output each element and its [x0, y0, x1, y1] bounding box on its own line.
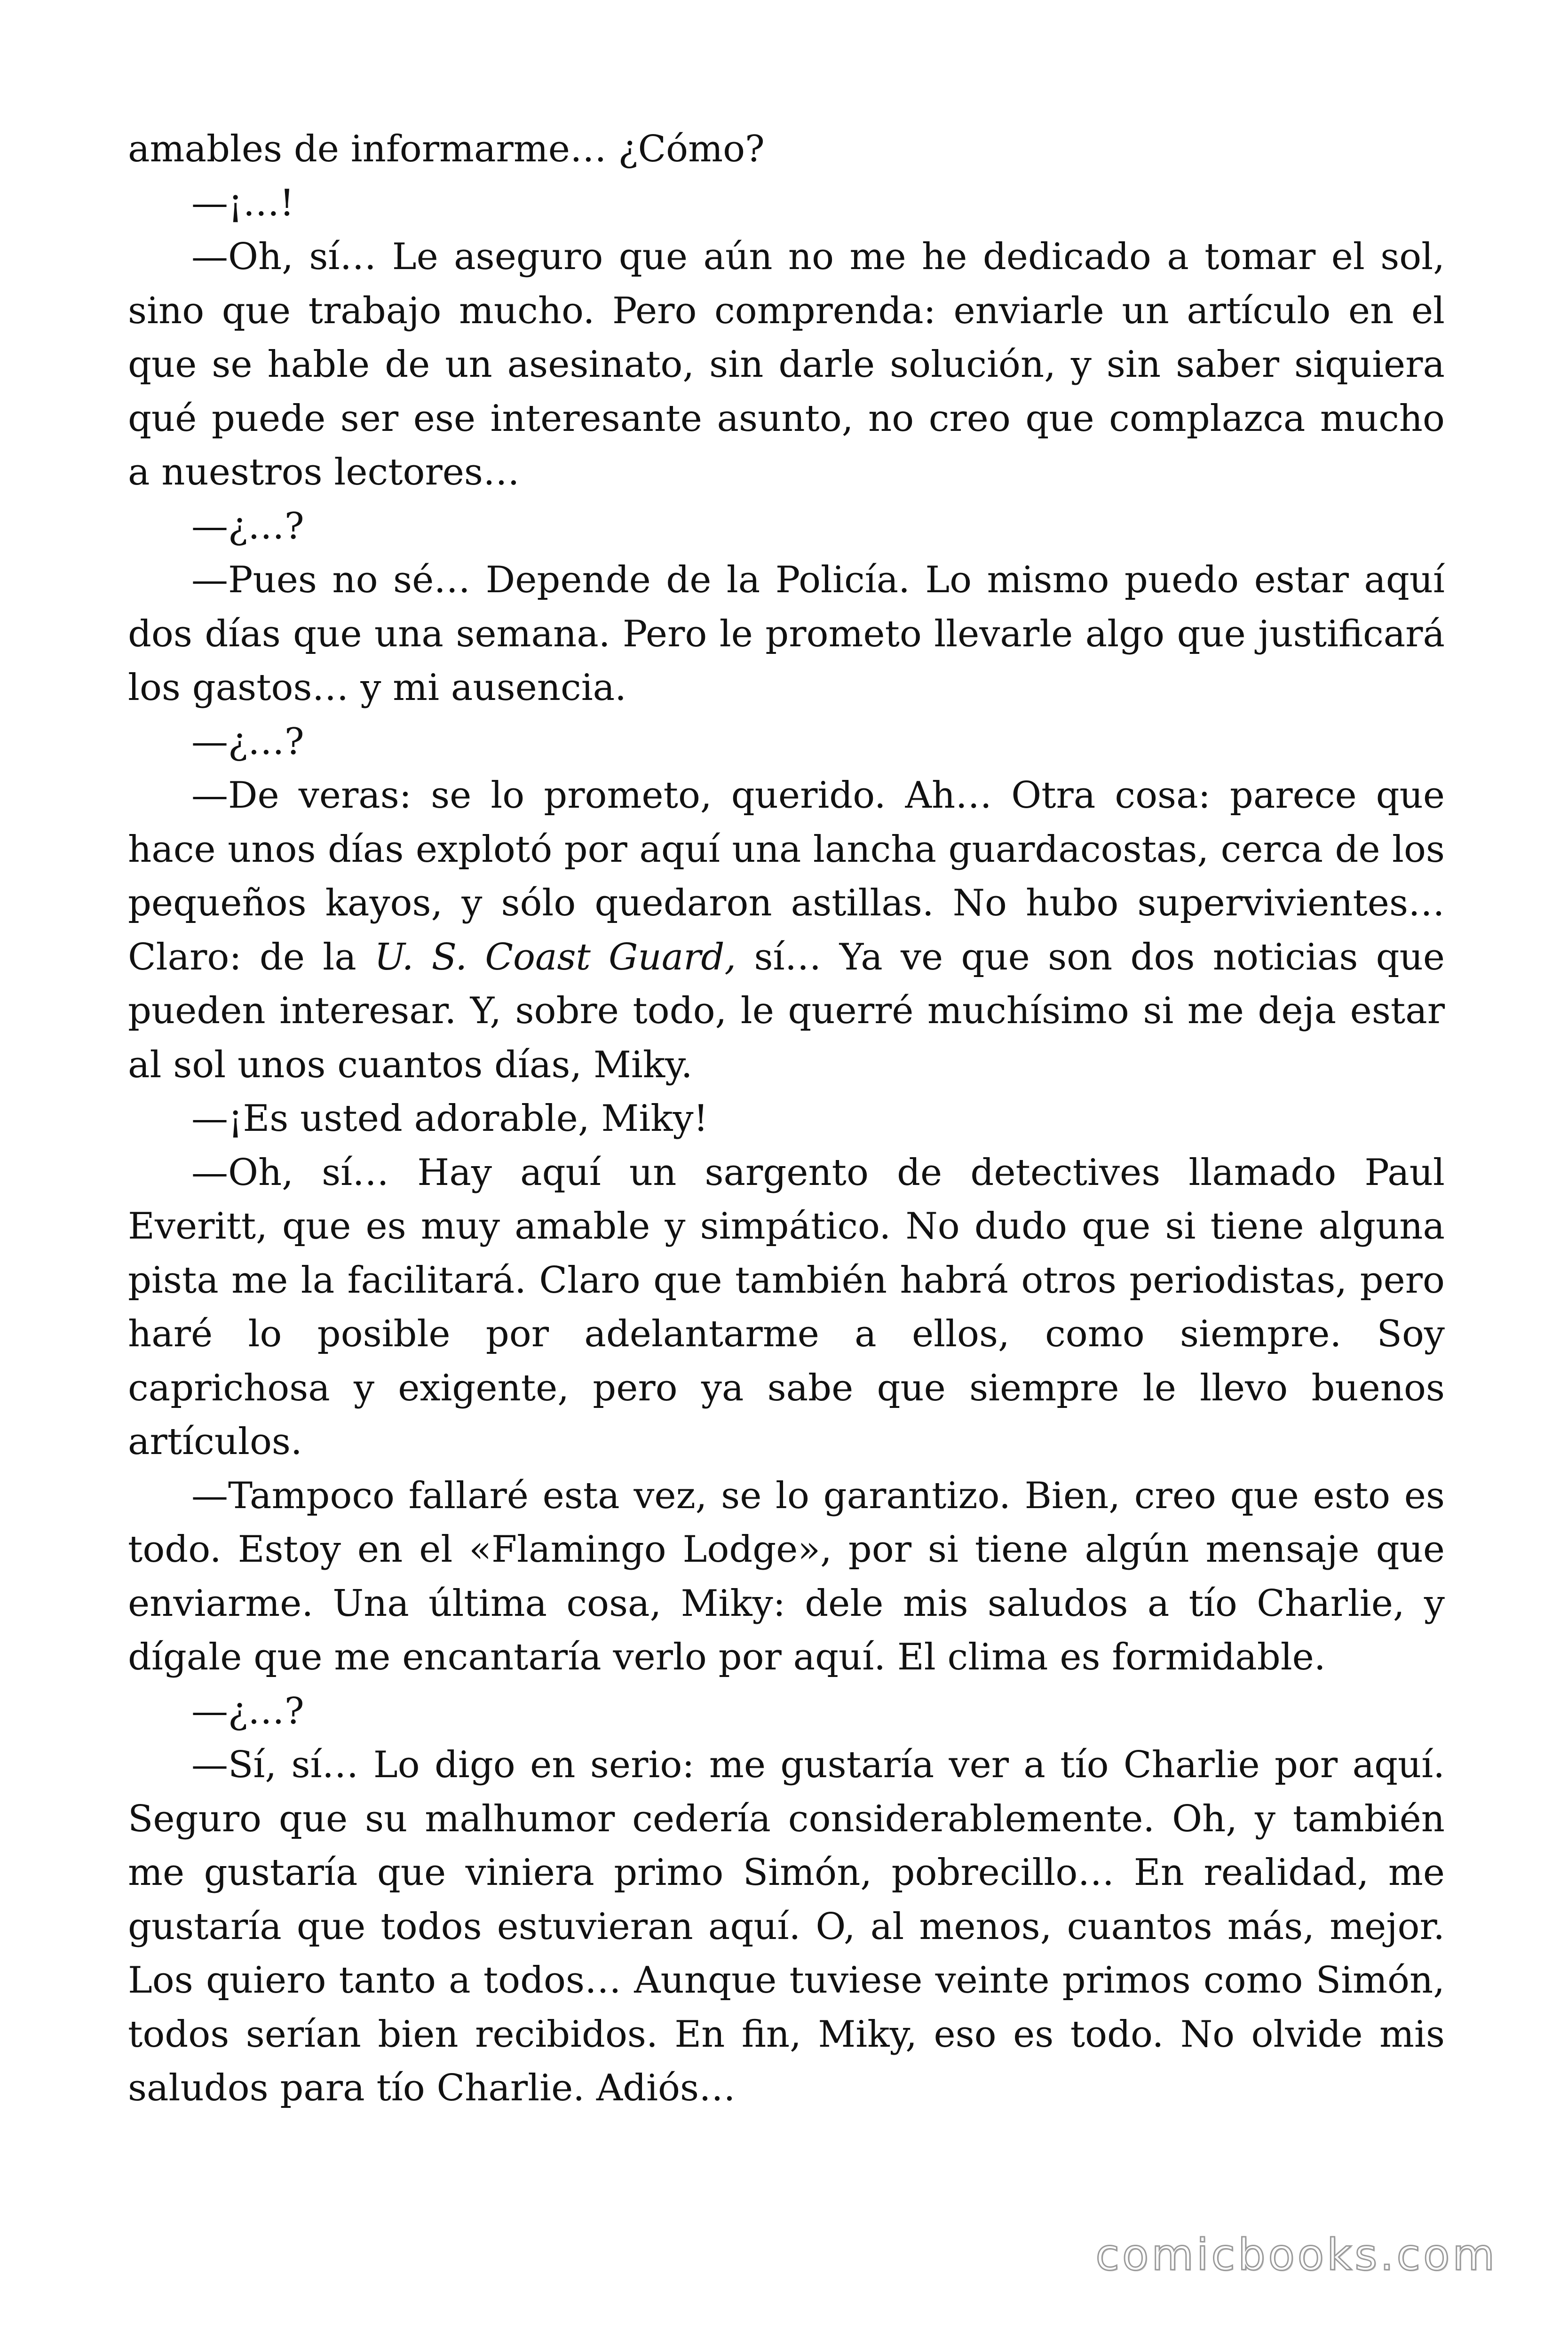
- paragraph-11: —¿…?: [191, 1690, 304, 1732]
- paragraph-5: —Pues no sé… Depende de la Policía. Lo mismo puedo estar aquí dos días que una semana. Pero le prometo llevarle algo que justificará los gastos… y mi ausencia.: [128, 559, 1445, 709]
- paragraph-7: [128, 769, 1445, 1092]
- paragraph-7-text-after: sí… Ya ve que son dos noticias que pueden interesar. Y, sobre todo, le querré muchísimo si me deja estar al sol unos cuantos días, Miky.: [128, 936, 1445, 1086]
- paragraph-7-text-before: —De veras: se lo prometo, querido. Ah… Otra cosa: parece que hace unos días explotó por aquí una lancha guardacostas, cerca de los pequeños kayos, y sólo quedaron astillas. No hubo supervivientes… Claro: de la: [128, 774, 1445, 978]
- paragraph-3: —Oh, sí… Le aseguro que aún no me he dedicado a tomar el sol, sino que trabajo mucho. Pero comprenda: enviarle un artículo en el que se hable de un asesinato, sin darle solución, y sin saber siquiera qué puede ser ese interesante asunto, no creo que complazca mucho a nuestros lectores…: [128, 236, 1445, 493]
- paragraph-9: —Oh, sí… Hay aquí un sargento de detectives llamado Paul Everitt, que es muy amable y simpático. No dudo que si tiene alguna pista me la facilitará. Claro que también habrá otros periodistas, pero haré lo posible por adelantarme a ellos, como siempre. Soy caprichosa y exigente, pero ya sabe que siempre le llevo buenos artículos.: [128, 1151, 1445, 1463]
- paragraph-4: —¿…?: [191, 505, 304, 548]
- paragraph-10: —Tampoco fallaré esta vez, se lo garantizo. Bien, creo que esto es todo. Estoy en el «Flamingo Lodge», por si tiene algún mensaje que enviarme. Una última cosa, Miky: dele mis saludos a tío Charlie, y dígale que me encantaría verlo por aquí. El clima es formidable.: [128, 1474, 1445, 1678]
- paragraph-12: —Sí, sí… Lo digo en serio: me gustaría ver a tío Charlie por aquí. Seguro que su malhumor cedería considerablemente. Oh, y también me gustaría que viniera primo Simón, pobrecillo… En realidad, me gustaría que todos estuvieran aquí. O, al menos, cuantos más, mejor. Los quiero tanto a todos… Aunque tuviese veinte primos como Simón, todos serían bien recibidos. En fin, Miky, eso es todo. No olvide mis saludos para tío Charlie. Adiós…: [128, 1744, 1445, 2109]
- paragraph-6: —¿…?: [191, 720, 304, 763]
- paragraph-1: amables de informarme… ¿Cómo?: [128, 128, 765, 170]
- paragraph-8: —¡Es usted adorable, Miky!: [191, 1097, 708, 1140]
- watermark: comicbooks.com: [1095, 2230, 1497, 2280]
- paragraph-7-italic-name: U. S. Coast Guard,: [374, 936, 736, 978]
- paragraph-2: —¡…!: [191, 182, 294, 224]
- page-body: [128, 122, 1445, 2115]
